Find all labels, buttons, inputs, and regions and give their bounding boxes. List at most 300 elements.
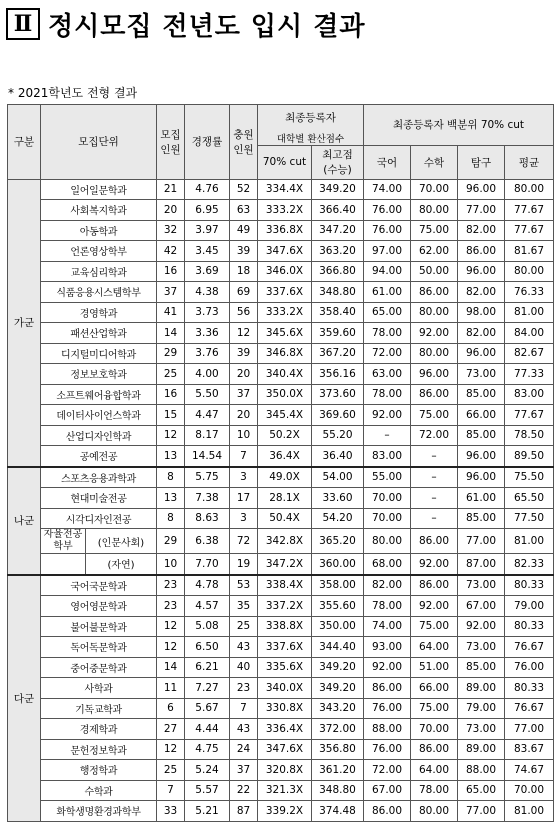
cell-math: 86.00	[411, 282, 458, 303]
cell-filled: 87	[230, 801, 258, 822]
unit-name: 아동학과	[41, 220, 157, 241]
cell-ratio: 4.44	[185, 719, 230, 740]
cell-average: 80.00	[505, 261, 554, 282]
header-korean: 국어	[364, 145, 411, 179]
cell-quota: 13	[157, 446, 185, 467]
cell-average: 77.67	[505, 405, 554, 426]
unit-name: 행정학과	[41, 760, 157, 781]
cell-inquiry: 77.00	[458, 200, 505, 221]
cell-ratio: 6.38	[185, 529, 230, 554]
cell-math: 66.00	[411, 678, 458, 699]
cell-lowest: 366.40	[312, 200, 364, 221]
cell-cut70: 342.8X	[258, 529, 312, 554]
cell-math: 80.00	[411, 343, 458, 364]
cell-inquiry: 85.00	[458, 657, 505, 678]
cell-average: 77.67	[505, 200, 554, 221]
cell-math: 64.00	[411, 637, 458, 658]
cell-ratio: 3.97	[185, 220, 230, 241]
cell-korean: 55.00	[364, 467, 411, 488]
cell-quota: 20	[157, 200, 185, 221]
cell-ratio: 4.00	[185, 364, 230, 385]
cell-math: 80.00	[411, 200, 458, 221]
unit-name: 소프트웨어융합학과	[41, 384, 157, 405]
cell-average: 77.67	[505, 220, 554, 241]
unit-split-cell	[41, 554, 157, 575]
table-row	[8, 698, 554, 719]
cell-average: 80.33	[505, 678, 554, 699]
cell-average: 76.67	[505, 698, 554, 719]
unit-name: 식품응용시스템학부	[41, 282, 157, 303]
cell-math: 86.00	[411, 529, 458, 554]
cell-korean: 76.00	[364, 698, 411, 719]
cell-filled: 37	[230, 384, 258, 405]
cell-korean: 78.00	[364, 323, 411, 344]
cell-average: 81.00	[505, 529, 554, 554]
cell-filled: 63	[230, 200, 258, 221]
cell-ratio: 4.76	[185, 179, 230, 200]
cell-filled: 7	[230, 698, 258, 719]
cell-filled: 7	[230, 446, 258, 467]
cell-filled: 25	[230, 616, 258, 637]
cell-ratio: 6.50	[185, 637, 230, 658]
cell-lowest: 348.80	[312, 780, 364, 801]
table-header	[8, 105, 554, 180]
cell-inquiry: 96.00	[458, 179, 505, 200]
cell-korean: 76.00	[364, 739, 411, 760]
cell-average: 76.00	[505, 657, 554, 678]
cell-lowest: 33.60	[312, 488, 364, 509]
cell-filled: 40	[230, 657, 258, 678]
table-row	[8, 446, 554, 467]
unit-name: 교육심리학과	[41, 261, 157, 282]
table-row	[8, 801, 554, 822]
cell-lowest: 359.60	[312, 323, 364, 344]
header-final-reg: 최종등록자	[258, 105, 364, 131]
cell-average: 82.67	[505, 343, 554, 364]
cell-cut70: 340.0X	[258, 678, 312, 699]
cell-average: 81.67	[505, 241, 554, 262]
cell-inquiry: 89.00	[458, 739, 505, 760]
unit-name: 정보보호학과	[41, 364, 157, 385]
cell-inquiry: 92.00	[458, 616, 505, 637]
cell-korean: 93.00	[364, 637, 411, 658]
cell-cut70: 49.0X	[258, 467, 312, 488]
cell-average: 76.33	[505, 282, 554, 303]
cell-lowest: 366.80	[312, 261, 364, 282]
cell-ratio: 5.21	[185, 801, 230, 822]
cell-korean: 61.00	[364, 282, 411, 303]
cell-korean: 86.00	[364, 801, 411, 822]
unit-name: 시각디자인전공	[41, 508, 157, 529]
cell-lowest: 358.40	[312, 302, 364, 323]
cell-quota: 12	[157, 425, 185, 446]
cell-quota: 6	[157, 698, 185, 719]
cell-korean: 92.00	[364, 405, 411, 426]
cell-cut70: 339.2X	[258, 801, 312, 822]
unit-name: 중어중문학과	[41, 657, 157, 678]
cell-quota: 11	[157, 678, 185, 699]
cell-inquiry: 85.00	[458, 425, 505, 446]
cell-inquiry: 96.00	[458, 467, 505, 488]
cell-filled: 49	[230, 220, 258, 241]
cell-quota: 12	[157, 616, 185, 637]
cell-quota: 15	[157, 405, 185, 426]
cell-lowest: 36.40	[312, 446, 364, 467]
header-lowest: 최고점 (수능)	[312, 145, 364, 179]
cell-math: 80.00	[411, 801, 458, 822]
cell-quota: 12	[157, 637, 185, 658]
cell-cut70: 337.6X	[258, 637, 312, 658]
split-sub-label: (자연)	[107, 560, 135, 572]
unit-name: 경제학과	[41, 719, 157, 740]
cell-inquiry: 96.00	[458, 261, 505, 282]
table-row	[8, 261, 554, 282]
cell-filled: 3	[230, 508, 258, 529]
table-row	[8, 282, 554, 303]
cell-quota: 8	[157, 467, 185, 488]
cell-korean: 76.00	[364, 200, 411, 221]
cell-inquiry: 86.00	[458, 241, 505, 262]
cell-average: 76.67	[505, 637, 554, 658]
group-label: 다군	[8, 575, 41, 822]
cell-quota: 29	[157, 529, 185, 554]
cell-cut70: 50.4X	[258, 508, 312, 529]
split-label: 자율전공 학부	[41, 529, 86, 553]
cell-inquiry: 65.00	[458, 780, 505, 801]
cell-quota: 25	[157, 760, 185, 781]
cell-cut70: 337.2X	[258, 596, 312, 617]
table-row	[8, 467, 554, 488]
cell-inquiry: 61.00	[458, 488, 505, 509]
cell-inquiry: 77.00	[458, 801, 505, 822]
cell-math: 70.00	[411, 179, 458, 200]
cell-quota: 16	[157, 261, 185, 282]
header-group: 구분	[8, 105, 41, 180]
title-text: 정시모집 전년도 입시 결과	[48, 11, 366, 42]
cell-quota: 41	[157, 302, 185, 323]
cell-ratio: 4.47	[185, 405, 230, 426]
cell-filled: 12	[230, 323, 258, 344]
unit-name: 언론영상학부	[41, 241, 157, 262]
cell-ratio: 7.70	[185, 554, 230, 575]
cell-ratio: 5.57	[185, 780, 230, 801]
table-row	[8, 405, 554, 426]
cell-ratio: 3.69	[185, 261, 230, 282]
cell-ratio: 4.78	[185, 575, 230, 596]
cell-filled: 37	[230, 760, 258, 781]
cell-average: 80.00	[505, 179, 554, 200]
cell-inquiry: 96.00	[458, 446, 505, 467]
cell-filled: 69	[230, 282, 258, 303]
cell-math: 64.00	[411, 760, 458, 781]
cell-korean: 78.00	[364, 384, 411, 405]
cell-lowest: 374.48	[312, 801, 364, 822]
cell-quota: 32	[157, 220, 185, 241]
cell-filled: 43	[230, 719, 258, 740]
cell-cut70: 36.4X	[258, 446, 312, 467]
cell-cut70: 28.1X	[258, 488, 312, 509]
table-row	[8, 384, 554, 405]
cell-korean: 65.00	[364, 302, 411, 323]
unit-name: 패션산업학과	[41, 323, 157, 344]
cell-inquiry: 82.00	[458, 323, 505, 344]
cell-cut70: 340.4X	[258, 364, 312, 385]
split-sub-label: (인문사회)	[97, 537, 145, 549]
cell-filled: 18	[230, 261, 258, 282]
header-filled: 충원 인원	[230, 105, 258, 180]
cell-filled: 20	[230, 364, 258, 385]
cell-lowest: 348.80	[312, 282, 364, 303]
cell-lowest: 360.00	[312, 554, 364, 575]
unit-name: 경영학과	[41, 302, 157, 323]
unit-name: 사회복지학과	[41, 200, 157, 221]
cell-cut70: 345.4X	[258, 405, 312, 426]
cell-korean: –	[364, 425, 411, 446]
cell-inquiry: 79.00	[458, 698, 505, 719]
unit-name: 공예전공	[41, 446, 157, 467]
cell-korean: 97.00	[364, 241, 411, 262]
cell-cut70: 346.8X	[258, 343, 312, 364]
cell-korean: 68.00	[364, 554, 411, 575]
unit-name: 국어국문학과	[41, 575, 157, 596]
cell-lowest: 369.60	[312, 405, 364, 426]
table-row	[8, 678, 554, 699]
cell-inquiry: 66.00	[458, 405, 505, 426]
results-table	[7, 104, 554, 822]
cell-average: 79.00	[505, 596, 554, 617]
cell-math: –	[411, 508, 458, 529]
cell-lowest: 347.20	[312, 220, 364, 241]
cell-korean: 70.00	[364, 508, 411, 529]
cell-filled: 39	[230, 241, 258, 262]
cell-cut70: 346.0X	[258, 261, 312, 282]
cell-ratio: 8.17	[185, 425, 230, 446]
cell-inquiry: 82.00	[458, 220, 505, 241]
table-row	[8, 241, 554, 262]
cell-average: 83.00	[505, 384, 554, 405]
cell-cut70: 335.6X	[258, 657, 312, 678]
cell-quota: 42	[157, 241, 185, 262]
cell-korean: 88.00	[364, 719, 411, 740]
table-row	[8, 739, 554, 760]
cell-korean: 86.00	[364, 678, 411, 699]
cell-korean: 76.00	[364, 220, 411, 241]
cell-korean: 83.00	[364, 446, 411, 467]
header-inquiry: 탐구	[458, 145, 505, 179]
cell-filled: 56	[230, 302, 258, 323]
table-row	[8, 343, 554, 364]
cell-average: 70.00	[505, 780, 554, 801]
cell-ratio: 4.38	[185, 282, 230, 303]
cell-filled: 52	[230, 179, 258, 200]
cell-lowest: 365.20	[312, 529, 364, 554]
cell-inquiry: 85.00	[458, 508, 505, 529]
cell-inquiry: 87.00	[458, 554, 505, 575]
cell-ratio: 5.08	[185, 616, 230, 637]
cell-ratio: 8.63	[185, 508, 230, 529]
cell-lowest: 349.20	[312, 678, 364, 699]
cell-cut70: 347.2X	[258, 554, 312, 575]
table-row	[8, 657, 554, 678]
cell-quota: 12	[157, 739, 185, 760]
cell-filled: 53	[230, 575, 258, 596]
cell-filled: 72	[230, 529, 258, 554]
cell-lowest: 55.20	[312, 425, 364, 446]
table-row	[8, 323, 554, 344]
cell-math: 92.00	[411, 554, 458, 575]
header-percentile: 최종등록자 백분위 70% cut	[364, 105, 554, 146]
cell-average: 80.33	[505, 616, 554, 637]
cell-inquiry: 73.00	[458, 575, 505, 596]
cell-cut70: 345.6X	[258, 323, 312, 344]
cell-korean: 72.00	[364, 760, 411, 781]
roman-numeral-box: Ⅱ	[6, 8, 40, 40]
cell-quota: 21	[157, 179, 185, 200]
cell-filled: 17	[230, 488, 258, 509]
cell-filled: 19	[230, 554, 258, 575]
cell-quota: 23	[157, 596, 185, 617]
cell-lowest: 358.00	[312, 575, 364, 596]
header-average: 평균	[505, 145, 554, 179]
cell-korean: 63.00	[364, 364, 411, 385]
cell-lowest: 356.16	[312, 364, 364, 385]
cell-average: 74.67	[505, 760, 554, 781]
cell-ratio: 14.54	[185, 446, 230, 467]
unit-split-cell	[41, 529, 157, 554]
cell-cut70: 320.8X	[258, 760, 312, 781]
unit-name: 현대미술전공	[41, 488, 157, 509]
unit-name: 독어독문학과	[41, 637, 157, 658]
cell-lowest: 349.20	[312, 657, 364, 678]
table-row	[8, 529, 554, 554]
cell-math: –	[411, 488, 458, 509]
header-ratio: 경쟁률	[185, 105, 230, 180]
unit-name: 산업디자인학과	[41, 425, 157, 446]
table-row	[8, 508, 554, 529]
table-row	[8, 760, 554, 781]
cell-quota: 29	[157, 343, 185, 364]
cell-filled: 20	[230, 405, 258, 426]
cell-cut70: 347.6X	[258, 241, 312, 262]
cell-ratio: 3.45	[185, 241, 230, 262]
cell-lowest: 343.20	[312, 698, 364, 719]
cell-quota: 8	[157, 508, 185, 529]
cell-inquiry: 89.00	[458, 678, 505, 699]
header-math: 수학	[411, 145, 458, 179]
table-row	[8, 596, 554, 617]
cell-ratio: 6.95	[185, 200, 230, 221]
cell-ratio: 3.73	[185, 302, 230, 323]
cell-korean: 82.00	[364, 575, 411, 596]
page-title	[6, 6, 365, 42]
cell-average: 81.00	[505, 302, 554, 323]
cell-korean: 92.00	[364, 657, 411, 678]
cell-quota: 16	[157, 384, 185, 405]
split-label-continuation	[41, 554, 86, 574]
cell-math: 75.00	[411, 698, 458, 719]
cell-cut70: 350.0X	[258, 384, 312, 405]
cell-lowest: 356.80	[312, 739, 364, 760]
table-row	[8, 364, 554, 385]
cell-lowest: 350.00	[312, 616, 364, 637]
cell-average: 78.50	[505, 425, 554, 446]
subtitle: * 2021학년도 전형 결과	[8, 86, 138, 100]
cell-filled: 22	[230, 780, 258, 801]
cell-cut70: 333.2X	[258, 302, 312, 323]
cell-filled: 35	[230, 596, 258, 617]
cell-cut70: 338.8X	[258, 616, 312, 637]
cell-math: 75.00	[411, 405, 458, 426]
unit-name: 스포츠응용과학과	[41, 467, 157, 488]
cell-ratio: 7.27	[185, 678, 230, 699]
cell-cut70: 337.6X	[258, 282, 312, 303]
cell-ratio: 7.38	[185, 488, 230, 509]
cell-lowest: 344.40	[312, 637, 364, 658]
cell-cut70: 334.4X	[258, 179, 312, 200]
cell-average: 80.33	[505, 575, 554, 596]
cell-filled: 39	[230, 343, 258, 364]
cell-math: 75.00	[411, 616, 458, 637]
cell-inquiry: 98.00	[458, 302, 505, 323]
cell-ratio: 5.67	[185, 698, 230, 719]
table-row	[8, 488, 554, 509]
cell-average: 82.33	[505, 554, 554, 575]
cell-filled: 10	[230, 425, 258, 446]
cell-math: 72.00	[411, 425, 458, 446]
cell-quota: 14	[157, 323, 185, 344]
cell-inquiry: 85.00	[458, 384, 505, 405]
unit-name: 영어영문학과	[41, 596, 157, 617]
cell-math: 86.00	[411, 384, 458, 405]
unit-name: 불어불문학과	[41, 616, 157, 637]
cell-lowest: 361.20	[312, 760, 364, 781]
table-row	[8, 616, 554, 637]
cell-average: 77.00	[505, 719, 554, 740]
cell-inquiry: 73.00	[458, 364, 505, 385]
cell-quota: 33	[157, 801, 185, 822]
cell-inquiry: 77.00	[458, 529, 505, 554]
cell-average: 77.50	[505, 508, 554, 529]
cell-lowest: 54.00	[312, 467, 364, 488]
cell-lowest: 363.20	[312, 241, 364, 262]
cell-cut70: 321.3X	[258, 780, 312, 801]
cell-math: –	[411, 467, 458, 488]
cell-quota: 37	[157, 282, 185, 303]
table-row	[8, 425, 554, 446]
cell-math: 78.00	[411, 780, 458, 801]
cell-math: 86.00	[411, 739, 458, 760]
group-label: 가군	[8, 179, 41, 467]
cell-cut70: 336.8X	[258, 220, 312, 241]
cell-lowest: 372.00	[312, 719, 364, 740]
cell-cut70: 50.2X	[258, 425, 312, 446]
cell-ratio: 4.57	[185, 596, 230, 617]
cell-ratio: 3.36	[185, 323, 230, 344]
cell-lowest: 367.20	[312, 343, 364, 364]
table-row	[8, 302, 554, 323]
unit-name: 사학과	[41, 678, 157, 699]
cell-filled: 23	[230, 678, 258, 699]
cell-math: 75.00	[411, 220, 458, 241]
cell-ratio: 5.75	[185, 467, 230, 488]
cell-inquiry: 67.00	[458, 596, 505, 617]
cell-cut70: 333.2X	[258, 200, 312, 221]
cell-inquiry: 88.00	[458, 760, 505, 781]
unit-name: 수학과	[41, 780, 157, 801]
cell-quota: 10	[157, 554, 185, 575]
unit-name: 디지털미디어학과	[41, 343, 157, 364]
cell-lowest: 349.20	[312, 179, 364, 200]
